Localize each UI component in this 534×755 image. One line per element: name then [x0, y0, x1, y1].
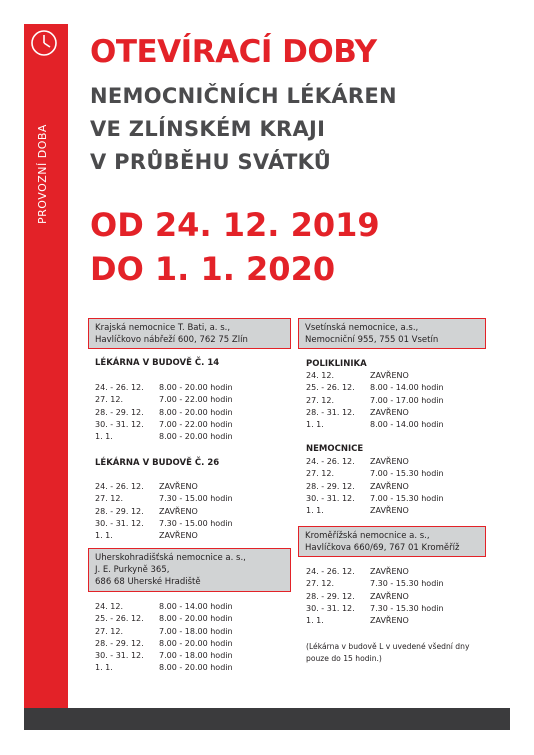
opening-hours: 8.00 - 20.00 hodin [159, 383, 233, 392]
opening-hours: 7.00 - 18.00 hodin [159, 651, 233, 661]
date-range: 27. 12. [306, 469, 334, 479]
hours-row [95, 394, 233, 406]
hours-row [306, 591, 444, 603]
opening-hours: 8.00 - 20.00 hodin [159, 663, 233, 673]
hours-row [306, 578, 444, 590]
section-heading: POLIKLINIKA [306, 359, 367, 369]
date-range: 27. 12. [95, 395, 123, 405]
sidebar [24, 24, 68, 708]
date-range: 24. 12. [306, 371, 334, 380]
hours-row [95, 407, 233, 419]
date-range: 28. - 31. 12. [306, 407, 355, 417]
hours-row [95, 601, 233, 613]
hospital-name: Krajská nemocnice T. Bati, a. s., [95, 323, 231, 333]
date-range: 24. - 26. 12. [95, 482, 144, 491]
hospital-address: Havlíčkovo nábřeží 600, 762 75 Zlín [95, 335, 248, 345]
opening-hours: 7.00 - 17.00 hodin [370, 395, 444, 405]
opening-hours: 7.30 - 15.30 hodin [370, 579, 444, 589]
hours-row [306, 481, 444, 493]
date-range: 1. 1. [95, 432, 113, 442]
hospital-name: Kroměřížská nemocnice a. s., [305, 531, 430, 541]
date-range: 28. - 29. 12. [306, 591, 355, 601]
opening-hours: 8.00 - 14.00 hodin [159, 602, 233, 611]
date-range: 28. - 29. 12. [95, 506, 144, 516]
hours-row [306, 395, 444, 407]
date-range: 24. - 26. 12. [306, 567, 355, 576]
hours-row [306, 505, 444, 517]
date-range: 28. - 29. 12. [306, 481, 355, 491]
date-range: 1. 1. [95, 531, 113, 541]
hours-row [95, 650, 233, 662]
footnote [306, 641, 469, 664]
hours-list [95, 601, 233, 675]
opening-hours: 7.30 - 15.00 hodin [159, 494, 233, 504]
date-range: 24. - 26. 12. [306, 457, 355, 466]
footnote-line: pouze do 15 hodin.) [306, 653, 382, 663]
date-range: 28. - 29. 12. [95, 407, 144, 417]
date-range: 25. - 26. 12. [306, 383, 355, 393]
hours-row [95, 481, 233, 493]
date-range: 27. 12. [95, 626, 123, 636]
date-range: 1. 1. [306, 420, 324, 430]
hours-row [95, 662, 233, 674]
date-range: 24. - 26. 12. [95, 383, 144, 392]
date-range: 27. 12. [306, 579, 334, 589]
hours-row [95, 493, 233, 505]
opening-hours: 8.00 - 14.00 hodin [370, 420, 444, 430]
date-range: 24. 12. [95, 602, 123, 611]
opening-hours: ZAVŘENO [370, 591, 409, 601]
opening-hours: ZAVŘENO [159, 531, 198, 541]
section-heading: LÉKÁRNA V BUDOVĚ Č. 26 [95, 458, 220, 468]
opening-hours: ZAVŘENO [370, 616, 409, 626]
opening-hours: 7.00 - 18.00 hodin [159, 626, 233, 636]
date-range: 25. - 26. 12. [95, 614, 144, 624]
subtitle-line-1: NEMOCNIČNÍCH LÉKÁREN [90, 84, 397, 108]
sidebar-label: PROVOZNÍ DOBA [36, 124, 49, 224]
hours-row [306, 419, 444, 431]
hours-row [95, 431, 233, 443]
hours-list [306, 456, 444, 517]
date-range: 30. - 31. 12. [95, 651, 144, 661]
hours-row [306, 468, 444, 480]
opening-hours: 7.30 - 15.00 hodin [159, 518, 233, 528]
hospital-box-uh [88, 548, 291, 592]
hours-row [306, 370, 444, 382]
subtitle-line-2: VE ZLÍNSKÉM KRAJI [90, 117, 326, 141]
opening-hours: ZAVŘENO [370, 506, 409, 516]
hospital-address: J. E. Purkyně 365, [95, 565, 170, 575]
hours-row [306, 382, 444, 394]
date-range: 30. - 31. 12. [95, 419, 144, 429]
opening-hours: 7.30 - 15.30 hodin [370, 603, 444, 613]
hours-row [95, 518, 233, 530]
date-range: 27. 12. [95, 494, 123, 504]
opening-hours: 7.00 - 15.30 hodin [370, 493, 444, 503]
hospital-address: Havlíčkova 660/69, 767 01 Kroměříž [305, 543, 460, 553]
hospital-address: 686 68 Uherské Hradiště [95, 577, 201, 587]
opening-hours: 7.00 - 15.30 hodin [370, 469, 444, 479]
section-heading: LÉKÁRNA V BUDOVĚ Č. 14 [95, 358, 220, 368]
date-range: 30. - 31. 12. [95, 518, 144, 528]
date-range: 1. 1. [95, 663, 113, 673]
hours-row [95, 638, 233, 650]
page-title: OTEVÍRACÍ DOBY [90, 34, 377, 70]
hours-row [95, 419, 233, 431]
hours-row [95, 506, 233, 518]
hours-row [95, 530, 233, 542]
hours-row [306, 566, 444, 578]
hospital-box-kromeriz [298, 526, 486, 557]
hours-row [95, 382, 233, 394]
hours-row [306, 493, 444, 505]
opening-hours: 8.00 - 14.00 hodin [370, 383, 444, 393]
hours-row [306, 407, 444, 419]
opening-hours: 7.00 - 22.00 hodin [159, 395, 233, 405]
opening-hours: 8.00 - 20.00 hodin [159, 407, 233, 417]
date-range: 30. - 31. 12. [306, 493, 355, 503]
opening-hours: 8.00 - 20.00 hodin [159, 614, 233, 624]
opening-hours: 8.00 - 20.00 hodin [159, 432, 233, 442]
hours-row [95, 613, 233, 625]
section-heading: NEMOCNICE [306, 444, 364, 454]
footer-bar [24, 708, 510, 730]
date-to: DO 1. 1. 2020 [90, 250, 336, 288]
opening-hours: ZAVŘENO [370, 481, 409, 491]
opening-hours: ZAVŘENO [159, 506, 198, 516]
opening-hours: ZAVŘENO [370, 371, 409, 380]
opening-hours: 7.00 - 22.00 hodin [159, 419, 233, 429]
subtitle-line-3: V PRŮBĚHU SVÁTKŮ [90, 150, 332, 174]
date-range: 28. - 29. 12. [95, 638, 144, 648]
date-range: 1. 1. [306, 506, 324, 516]
opening-hours: ZAVŘENO [159, 482, 198, 491]
hours-list [95, 382, 233, 443]
opening-hours: 8.00 - 20.00 hodin [159, 638, 233, 648]
opening-hours: ZAVŘENO [370, 457, 409, 466]
date-range: 30. - 31. 12. [306, 603, 355, 613]
hospital-name: Vsetínská nemocnice, a.s., [305, 323, 419, 333]
hours-list [95, 481, 233, 542]
hours-row [306, 615, 444, 627]
hours-list [306, 370, 444, 431]
footnote-line: (Lékárna v budově L v uvedené všední dny [306, 642, 470, 651]
opening-hours: ZAVŘENO [370, 407, 409, 417]
hospital-address: Nemocniční 955, 755 01 Vsetín [305, 335, 439, 345]
date-range: 27. 12. [306, 395, 334, 405]
opening-hours: ZAVŘENO [370, 567, 409, 576]
hours-row [306, 603, 444, 615]
date-range: 1. 1. [306, 616, 324, 626]
hospital-name: Uherskohradišťská nemocnice a. s., [95, 553, 246, 563]
hospital-box-zlin [88, 318, 291, 349]
date-from: OD 24. 12. 2019 [90, 206, 380, 244]
hours-row [306, 456, 444, 468]
hours-list [306, 566, 444, 627]
hours-row [95, 626, 233, 638]
hospital-box-vsetin [298, 318, 486, 349]
